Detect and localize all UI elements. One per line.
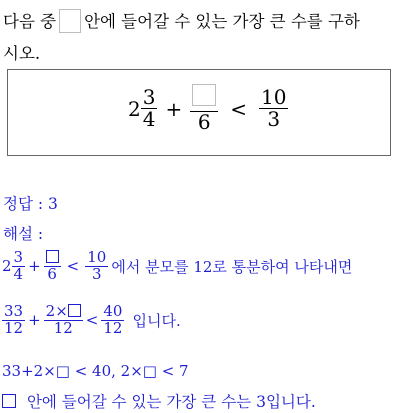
fraction-denominator: 12 bbox=[4, 318, 24, 337]
problem-expression bbox=[128, 84, 288, 133]
mixed-whole: 2 bbox=[2, 257, 12, 276]
fraction-10-3 bbox=[259, 87, 288, 130]
plus-sign: + bbox=[28, 311, 41, 330]
fraction-numerator bbox=[44, 304, 83, 320]
less-than-sign: < bbox=[85, 311, 99, 330]
blank-box bbox=[68, 304, 81, 317]
explanation-text: 에서 분모를 12로 통분하여 나타내면 bbox=[111, 257, 353, 276]
question-text-after: 안에 들어갈 수 있는 가장 큰 수를 구하 bbox=[84, 12, 360, 31]
answer-blank-box bbox=[59, 9, 81, 33]
question-line-1 bbox=[3, 8, 360, 33]
fraction-numerator: 3 bbox=[13, 248, 24, 266]
fraction-denominator: 12 bbox=[103, 318, 123, 337]
fraction-denominator: 3 bbox=[267, 107, 281, 131]
fraction-denominator: 4 bbox=[13, 264, 24, 283]
fraction bbox=[12, 250, 26, 283]
fraction-denominator: 4 bbox=[142, 107, 156, 131]
problem-box bbox=[7, 69, 391, 156]
fraction-denominator: 6 bbox=[47, 264, 57, 283]
explanation-line-4 bbox=[2, 390, 316, 412]
question-text-before: 다음 중 bbox=[3, 12, 57, 31]
fraction-blank-6 bbox=[190, 84, 218, 133]
fraction-3-4 bbox=[141, 87, 158, 130]
fraction-denominator: 12 bbox=[53, 318, 73, 337]
fraction bbox=[101, 304, 124, 337]
plus-sign: + bbox=[165, 96, 183, 121]
fraction-numerator: 3 bbox=[142, 85, 156, 109]
explanation-line-2 bbox=[2, 304, 181, 337]
explanation-text: 안에 들어갈 수 있는 가장 큰 수는 3입니다. bbox=[26, 393, 316, 411]
mixed-whole: 2 bbox=[128, 96, 141, 121]
fraction bbox=[85, 250, 108, 283]
fraction bbox=[44, 304, 83, 337]
explanation-line-1 bbox=[2, 250, 352, 283]
blank-box bbox=[46, 250, 59, 263]
plus-sign: + bbox=[28, 257, 41, 276]
blank-numerator-box bbox=[192, 84, 216, 106]
less-than-sign: < bbox=[66, 257, 80, 276]
explanation-line-3: 33+2×□ < 40, 2×□ < 7 bbox=[2, 362, 189, 380]
fraction bbox=[2, 304, 25, 337]
fraction-numerator: 40 bbox=[103, 302, 123, 320]
fraction-numerator: 33 bbox=[4, 302, 24, 320]
answer-label: 정답 : 3 bbox=[3, 195, 58, 213]
blank-box bbox=[2, 394, 16, 408]
fraction-denominator: 6 bbox=[197, 110, 211, 134]
fraction-denominator: 3 bbox=[92, 264, 102, 283]
question-line-2: 시오. bbox=[3, 44, 41, 63]
fraction-numerator: 10 bbox=[261, 85, 287, 109]
fraction bbox=[44, 250, 61, 283]
explanation-label: 해설 : bbox=[3, 225, 44, 243]
less-than-sign: < bbox=[230, 96, 247, 121]
fraction-numerator: 10 bbox=[87, 248, 107, 266]
explanation-text: 입니다. bbox=[132, 311, 181, 330]
numerator-text: 2× bbox=[45, 302, 68, 320]
